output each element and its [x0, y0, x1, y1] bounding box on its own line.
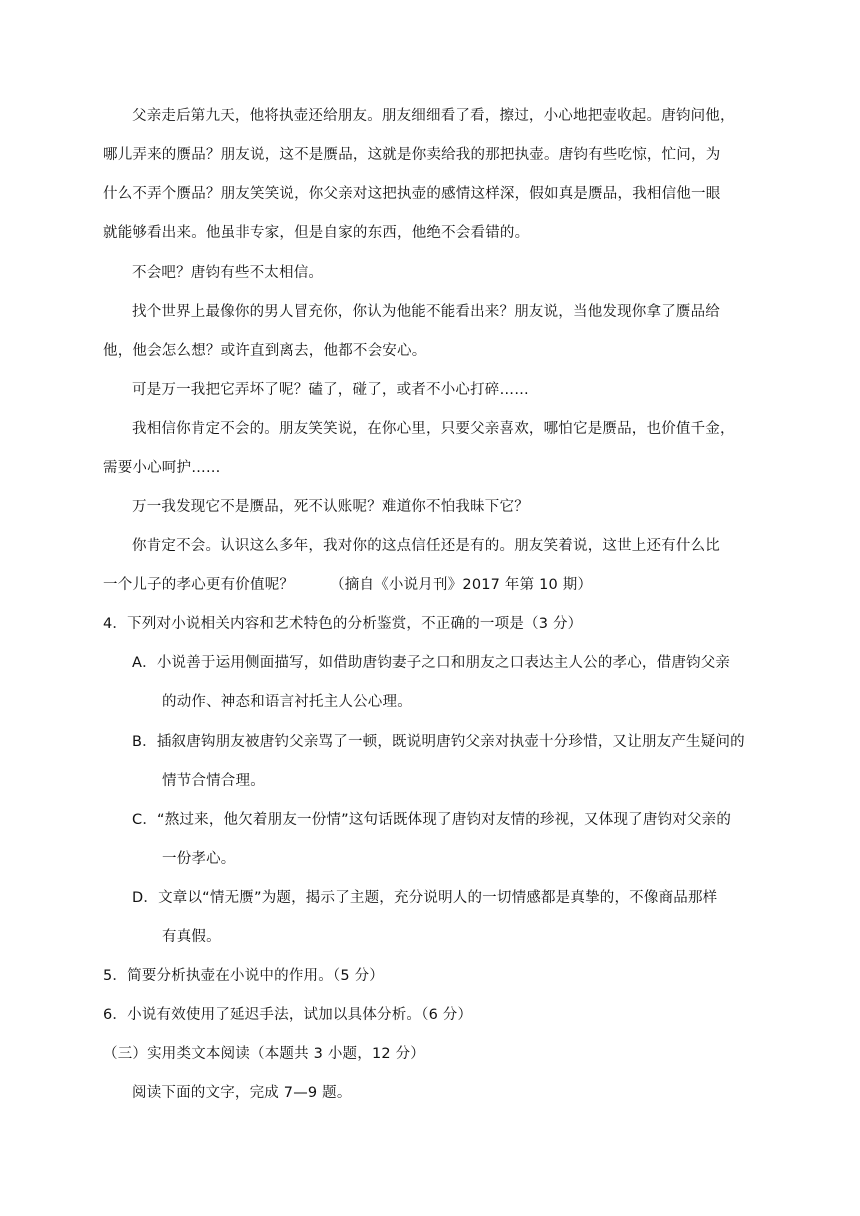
source-citation: （摘自《小说月刊》2017 年第 10 期） [330, 577, 593, 593]
question-4-stem: 4．下列对小说相关内容和艺术特色的分析鉴赏，不正确的一项是（3 分） [103, 616, 583, 632]
option-a-continued: 的动作、神态和语言衬托主人公心理。 [162, 694, 412, 710]
option-d-continued: 有真假。 [162, 929, 221, 945]
paragraph-line: 他，他会怎么想？或许直到离去，他都不会安心。 [103, 343, 427, 359]
question-5: 5．简要分析执壶在小说中的作用。（5 分） [103, 968, 385, 984]
option-b-continued: 情节合情合理。 [162, 773, 265, 789]
paragraph-line: 哪儿弄来的赝品？朋友说，这不是赝品，这就是你卖给我的那把执壶。唐钧有些吃惊，忙问，为 [103, 147, 721, 163]
paragraph-line: 万一我发现它不是赝品，死不认账呢？难道你不怕我昧下它？ [132, 499, 529, 515]
option-b: B．插叙唐钩朋友被唐钓父亲骂了一顿，既说明唐钓父亲对执壶十分珍惜，又让朋友产生疑问的 [132, 734, 745, 750]
paragraph-line: 可是万一我把它弄坏了呢？磕了，碰了，或者不小心打碎…… [132, 382, 529, 398]
section-instruction: 阅读下面的文字，完成 7—9 题。 [132, 1085, 352, 1101]
paragraph-line [103, 575, 592, 595]
option-a: A．小说善于运用侧面描写，如借助唐钧妻子之口和朋友之口表达主人公的孝心，借唐钧父亲 [132, 655, 731, 671]
paragraph-line: 不会吧？唐钧有些不太相信。 [132, 265, 324, 281]
paragraph-line: 就能够看出来。他虽非专家，但是自家的东西，他绝不会看错的。 [103, 225, 530, 241]
question-6: 6．小说有效使用了延迟手法，试加以具体分析。（6 分） [103, 1007, 473, 1023]
paragraph-line: 什么不弄个赝品？朋友笑笑说，你父亲对这把执壶的感情这样深，假如真是赝品，我相信他一眼 [103, 186, 721, 202]
option-c-continued: 一份孝心。 [162, 851, 236, 867]
paragraph-line: 父亲走后第九天，他将执壶还给朋友。朋友细细看了看，擦过，小心地把壶收起。唐钧问他， [132, 108, 735, 124]
paragraph-line: 你肯定不会。认识这么多年，我对你的这点信任还是有的。朋友笑着说，这世上还有什么比 [132, 538, 720, 554]
paragraph-line: 需要小心呵护…… [103, 460, 221, 476]
paragraph-text: 一个儿子的孝心更有价值呢？ [103, 577, 295, 593]
section-heading: （三）实用类文本阅读（本题共 3 小题，12 分） [103, 1046, 426, 1062]
option-c: C．“熬过来，他欠着朋友一份情”这句话既体现了唐钧对友情的珍视，又体现了唐钧对父亲的 [132, 812, 732, 828]
paragraph-line: 我相信你肯定不会的。朋友笑笑说，在你心里，只要父亲喜欢，哪怕它是赝品，也价值千金， [132, 421, 735, 437]
paragraph-line: 找个世界上最像你的男人冒充你，你认为他能不能看出来？朋友说，当他发现你拿了赝品给 [132, 304, 720, 320]
option-d: D．文章以“情无赝”为题，揭示了主题，充分说明人的一切情感都是真挚的，不像商品那样 [132, 890, 718, 906]
